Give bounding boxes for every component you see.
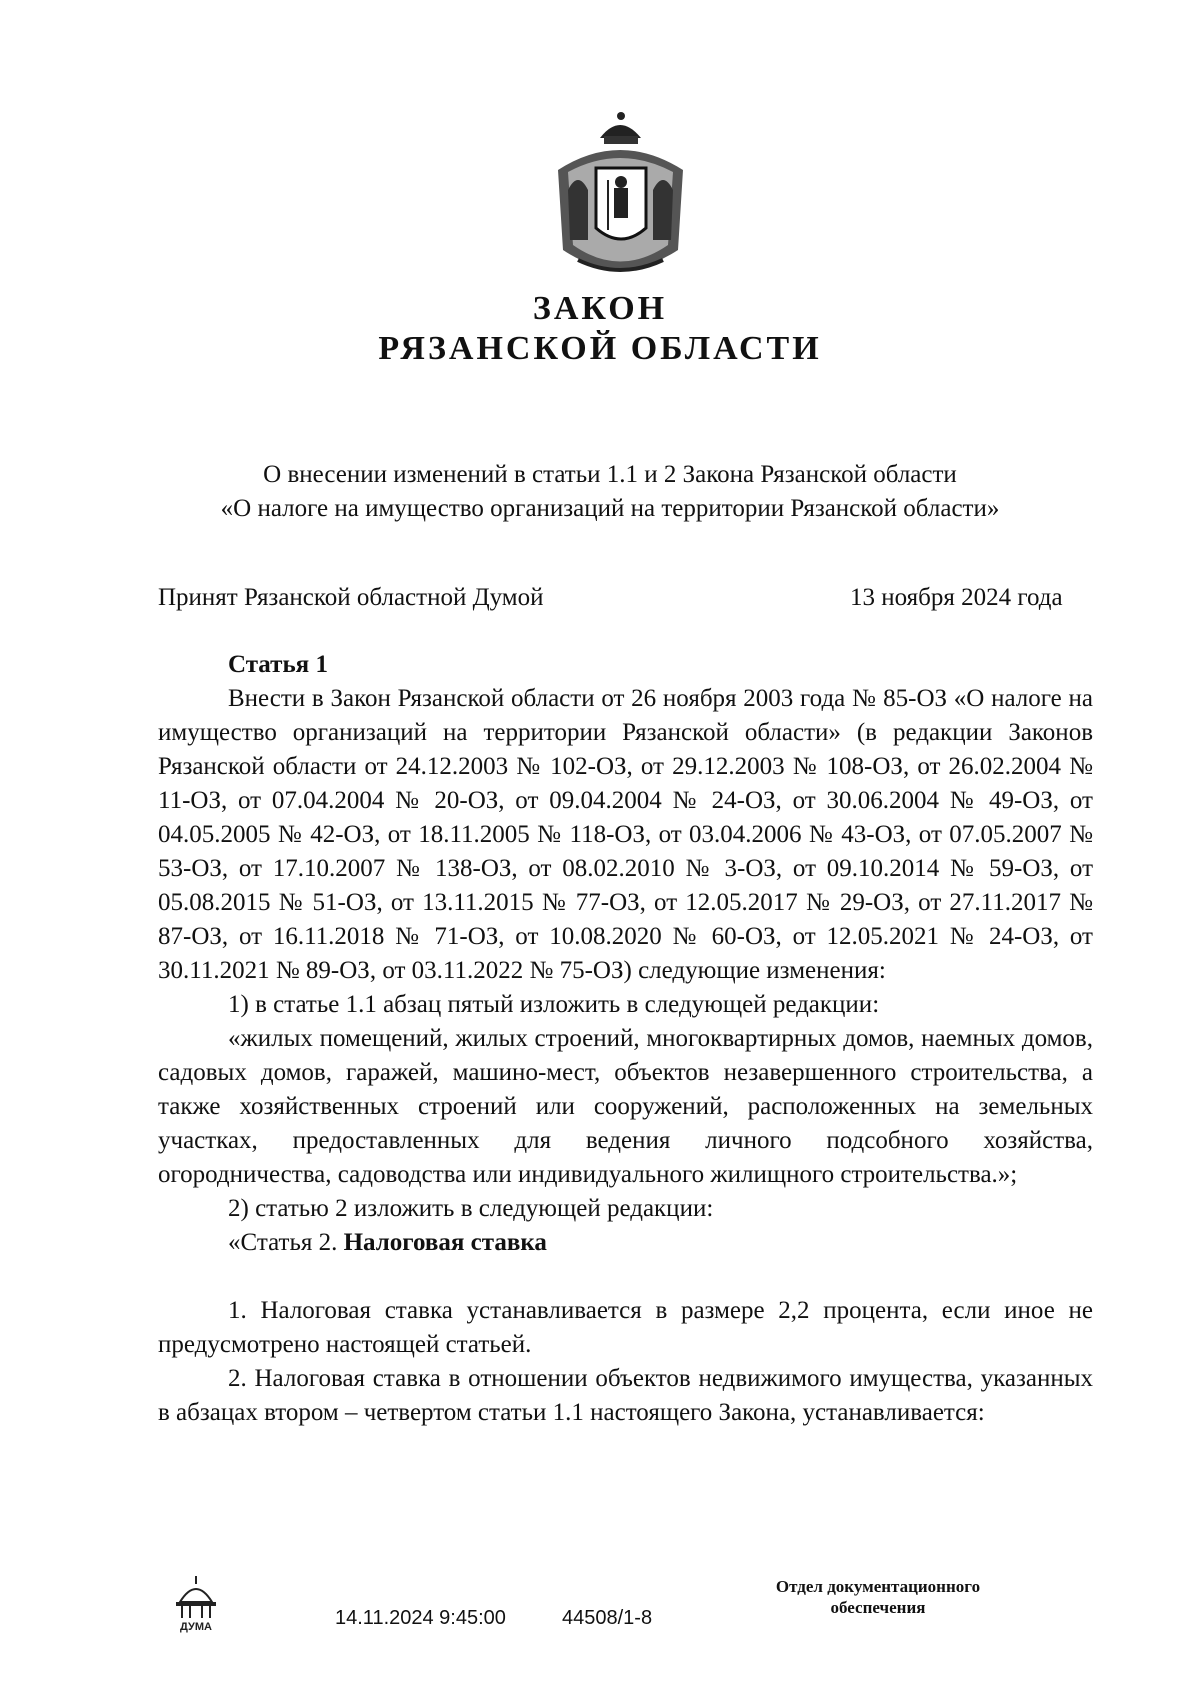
item-1: 1) в статье 1.1 абзац пятый изложить в следующей редакции: (228, 991, 880, 1018)
region-title: РЯЗАНСКОЙ ОБЛАСТИ (378, 330, 822, 367)
point-1: 1. Налоговая ставка устанавливается в размере 2,2 процента, если иное не предусмотрено настоящей статьей. (158, 1297, 1093, 1358)
department-line-2: обеспечения (830, 1598, 926, 1617)
duma-logo-text: ДУМА (180, 1621, 212, 1633)
registration-timestamp: 14.11.2024 9:45:00 (335, 1607, 506, 1629)
law-subject (130, 458, 1090, 526)
adoption-date: 13 ноября 2024 года (850, 584, 1063, 611)
article-2-title: Налоговая ставка (343, 1229, 547, 1256)
item-2: 2) статью 2 изложить в следующей редакции: (228, 1195, 714, 1222)
registration-number: 44508/1-8 (562, 1607, 653, 1629)
coat-of-arms-icon (548, 110, 693, 288)
point-2: 2. Налоговая ставка в отношении объектов недвижимого имущества, указанных в абзацах втором – четвертом статьи 1.1 настоящего Закона, устанавливается: (158, 1365, 1093, 1426)
subject-line-1: О внесении изменений в статьи 1.1 и 2 Закона Рязанской области (263, 461, 957, 488)
subject-line-2: «О налоге на имущество организаций на территории Рязанской области» (220, 495, 1000, 522)
law-body (158, 648, 1093, 1430)
article-1-paragraph: Внести в Закон Рязанской области от 26 ноября 2003 года № 85-ОЗ «О налоге на имущество организаций на территории Рязанской области» (в редакции Законов Рязанской области от 24.12.2003 № 102-ОЗ, от 29.12.2003 № 108-ОЗ, от 26.02.2004 № 11-ОЗ, от 07.04.2004 № 20-ОЗ, от 09.04.2004 № 24-ОЗ, от 30.06.2004 № 49-ОЗ, от 04.05.2005 № 42-ОЗ, от 18.11.2005 № 118-ОЗ, от 03.04.2006 № 43-ОЗ, от 07.05.2007 № 53-ОЗ, от 17.10.2007 № 138-ОЗ, от 08.02.2010 № 3-ОЗ, от 09.10.2014 № 59-ОЗ, от 05.08.2015 № 51-ОЗ, от 13.11.2015 № 77-ОЗ, от 12.05.2017 № 29-ОЗ, от 27.11.2017 № 87-ОЗ, от 16.11.2018 № 71-ОЗ, от 10.08.2020 № 60-ОЗ, от 12.05.2021 № 24-ОЗ, от 30.11.2021 № 89-ОЗ, от 03.11.2022 № 75-ОЗ) следующие изменения: (158, 685, 1093, 984)
article-2-heading (158, 1226, 1093, 1260)
article-2-prefix: «Статья 2. (228, 1229, 344, 1256)
article-1-heading: Статья 1 (228, 651, 328, 678)
item-1-quote: «жилых помещений, жилых строений, многоквартирных домов, наемных домов, садовых домов, гаражей, машино-мест, объектов незавершенного строительства, а также хозяйственных строений или сооружений, расположенных на земельных участках, предоставленных для ведения личного подсобного хозяйства, огородничества, садоводства или индивидуального жилищного строительства.»; (158, 1025, 1093, 1188)
duma-logo-icon (170, 1572, 222, 1634)
document-type-title: ЗАКОН (532, 290, 668, 327)
spacer (158, 1260, 1093, 1294)
adopted-by: Принят Рязанской областной Думой (158, 584, 544, 611)
department-line-1: Отдел документационного (775, 1577, 981, 1596)
